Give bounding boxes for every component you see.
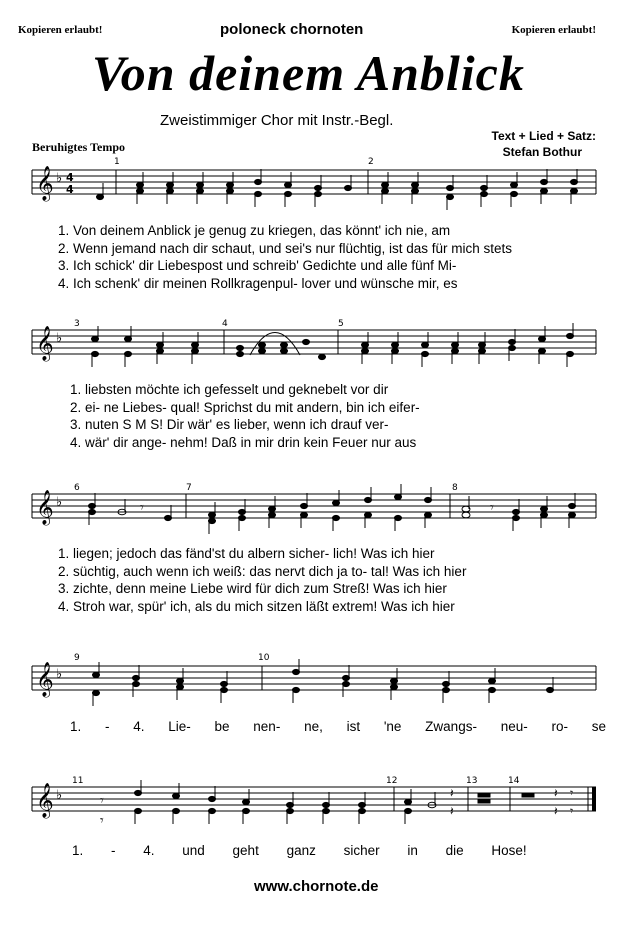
lyric-line: 3. zichte, denn meine Liebe wird für dich zum Streß! Was ich hier [58, 581, 447, 597]
song-title: Von deinem Anblick [92, 45, 525, 101]
lyric-line: 2. Wenn jemand nach dir schaut, und sei's nur flüchtig, ist das für mich stets [58, 240, 513, 256]
svg-text:𝄞: 𝄞 [36, 662, 54, 697]
copy-note-right: Kopieren erlaubt! [511, 24, 596, 36]
measure-number: 8 [452, 483, 458, 493]
measure-number: 7 [186, 483, 192, 493]
svg-text:♭: ♭ [56, 788, 63, 803]
svg-text:𝄾: 𝄾 [570, 804, 574, 818]
svg-text:♭: ♭ [56, 171, 63, 186]
svg-text:𝄾: 𝄾 [140, 500, 144, 516]
measure-number: 2 [368, 157, 374, 167]
measure-number: 9 [74, 653, 80, 663]
footer-url[interactable]: www.chornote.de [254, 878, 379, 895]
lyric-line: 4. Ich schenk' dir meinen Rollkragenpul- lover und wünsche mir, es [58, 275, 458, 291]
measure-number: 14 [508, 776, 520, 786]
credit-line-1: Text + Lied + Satz: [491, 129, 596, 143]
music-system-5 [0, 767, 630, 847]
svg-text:4: 4 [66, 183, 74, 196]
lyric-line: 2. süchtig, auch wenn ich weiß: das nervt dich ja to- tal! Was ich hier [58, 563, 467, 579]
svg-text:4: 4 [66, 171, 74, 184]
svg-text:♭: ♭ [56, 331, 63, 346]
lyric-line: 3. nuten S M S! Dir wär' es lieber, wenn ich drauf ver- [70, 417, 389, 433]
svg-text:𝄞: 𝄞 [36, 166, 54, 201]
svg-text:𝄾: 𝄾 [100, 793, 104, 809]
measure-number: 10 [258, 653, 270, 663]
copy-note-left: Kopieren erlaubt! [18, 24, 103, 36]
measure-number: 11 [72, 776, 84, 786]
svg-text:♭: ♭ [56, 495, 63, 510]
svg-text:𝄾: 𝄾 [490, 500, 494, 516]
music-system-4 [0, 646, 630, 726]
svg-text:𝄞: 𝄞 [36, 783, 54, 818]
lyrics-block-4 [70, 718, 606, 736]
lyrics-block-3 [58, 545, 466, 615]
measure-number: 5 [338, 319, 344, 329]
svg-text:𝄽: 𝄽 [554, 786, 558, 800]
svg-text:𝄞: 𝄞 [36, 326, 54, 361]
lyric-line: 2. ei- ne Liebes- qual! Sprichst du mit andern, bin ich eifer- [70, 399, 420, 415]
measure-number: 13 [466, 776, 478, 786]
music-system-1 [0, 150, 630, 230]
subtitle: Zweistimmiger Chor mit Instr.-Begl. [160, 112, 394, 129]
svg-text:𝄽: 𝄽 [450, 804, 454, 818]
svg-text:𝄾: 𝄾 [100, 813, 104, 829]
publisher-name: poloneck chornoten [220, 21, 364, 38]
svg-text:𝄽: 𝄽 [450, 786, 454, 800]
measure-number: 1 [114, 157, 120, 167]
lyric-line: 4. Stroh war, spür' ich, als du mich sitzen läßt extrem! Was ich hier [58, 598, 455, 614]
lyric-line: 3. Ich schick' dir Liebespost und schreib' Gedichte und alle fünf Mi- [58, 258, 457, 274]
measure-number: 12 [386, 776, 398, 786]
lyric-line: 1. - 4. Lie- be nen- ne, ist 'ne Zwangs- neu- ro- se [70, 719, 606, 734]
svg-text:𝄾: 𝄾 [570, 786, 574, 800]
lyric-line: 1. - 4. und geht ganz sicher in die Hose! [72, 843, 527, 858]
music-system-2 [0, 310, 630, 390]
lyric-line: 4. wär' dir ange- nehm! Daß in mir drin kein Feuer nur aus [70, 434, 417, 450]
music-system-3 [0, 474, 630, 554]
measure-number: 4 [222, 319, 228, 329]
measure-number: 3 [74, 319, 80, 329]
measure-number: 6 [74, 483, 80, 493]
credit-line-2: Stefan Bothur [502, 145, 582, 159]
lyric-line: 1. liebsten möchte ich gefesselt und geknebelt vor dir [70, 382, 389, 397]
svg-text:𝄽: 𝄽 [554, 804, 558, 818]
svg-text:𝄞: 𝄞 [36, 490, 54, 525]
lyrics-block-2 [70, 381, 420, 451]
lyrics-block-1 [58, 222, 512, 292]
lyrics-block-5 [72, 842, 527, 860]
lyric-line: 1. liegen; jedoch das fänd'st du albern sicher- lich! Was ich hier [58, 546, 435, 561]
lyric-line: 1. Von deinem Anblick je genug zu kriegen, das könnt' ich nie, am [58, 223, 451, 238]
tempo-marking: Beruhigtes Tempo [32, 140, 126, 154]
svg-text:♭: ♭ [56, 667, 63, 682]
